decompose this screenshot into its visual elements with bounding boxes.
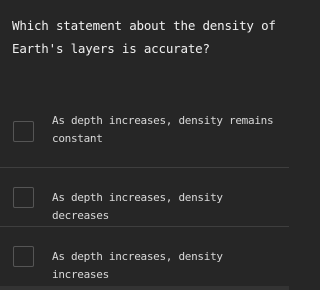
answer-option-2-label: As depth increases, density decreases bbox=[52, 191, 223, 222]
checkbox-3[interactable] bbox=[13, 246, 34, 267]
divider-2 bbox=[0, 226, 289, 227]
answer-option-1-label: As depth increases, density remains constant bbox=[52, 114, 274, 145]
bottom-divider bbox=[0, 286, 289, 290]
answer-option-2[interactable] bbox=[0, 187, 289, 222]
question-text: Which statement about the density of Earth's layers is accurate? bbox=[12, 18, 276, 56]
divider-1 bbox=[0, 167, 289, 168]
checkbox-1[interactable] bbox=[13, 121, 34, 142]
answer-option-3-label: As depth increases, density increases bbox=[52, 250, 223, 281]
checkbox-2[interactable] bbox=[13, 187, 34, 208]
answer-option-3[interactable] bbox=[0, 246, 289, 281]
answer-option-1[interactable] bbox=[0, 112, 289, 150]
